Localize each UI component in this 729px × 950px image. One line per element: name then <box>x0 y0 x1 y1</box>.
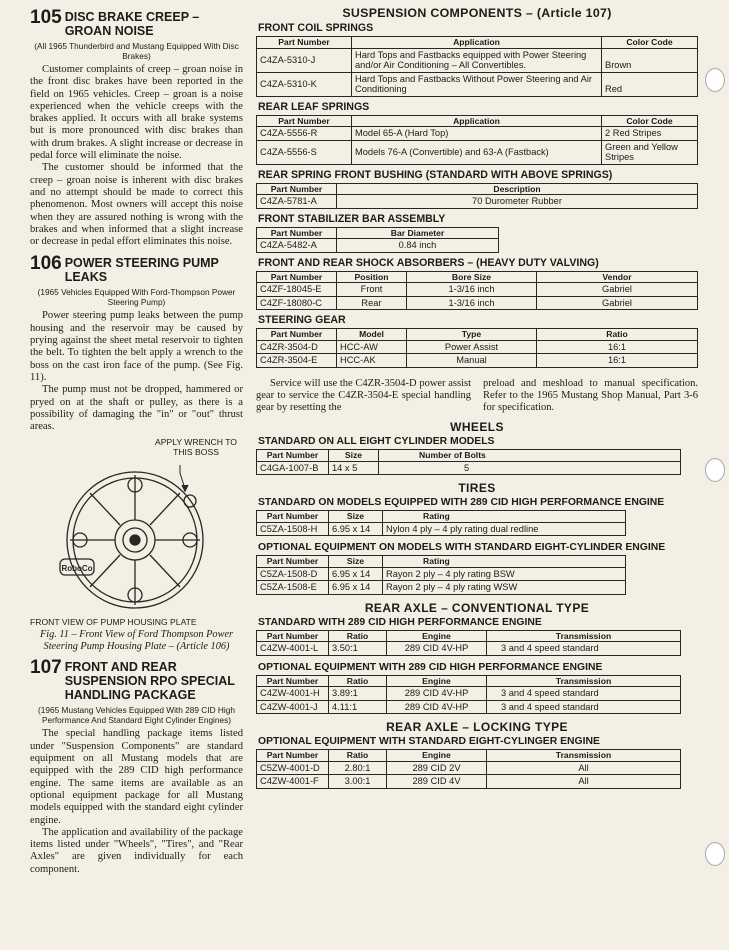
column-header: Type <box>407 329 537 341</box>
cell: 2 Red Stripes <box>602 127 698 141</box>
column-header: Application <box>352 115 602 127</box>
cell: Rear <box>337 296 407 310</box>
cell: C4ZW-4001-L <box>257 642 329 656</box>
figure-11 <box>30 437 243 617</box>
axle-locking-table <box>256 749 681 789</box>
table-title: REAR SPRING FRONT BUSHING (STANDARD WITH ABOVE SPRINGS) <box>258 168 613 181</box>
figure-callout: APPLY WRENCH TO THIS BOSS <box>155 437 237 458</box>
paragraph: The pump must not be dropped, hammered or pryed on at the shaft or pulley, as there is a possibility of damaging the "in" or "out" thrust areas. <box>30 384 243 433</box>
section-title: TIRES <box>458 481 496 496</box>
column-header: Part Number <box>257 556 329 568</box>
table-row <box>257 127 698 141</box>
table-title: FRONT COIL SPRINGS <box>258 22 374 34</box>
cell: C5ZW-4001-D <box>257 761 329 775</box>
cell: 3.50:1 <box>329 642 387 656</box>
table-row <box>257 522 626 536</box>
rear-leaf-springs-table <box>256 115 698 165</box>
cell: 6.95 x 14 <box>329 581 383 595</box>
tires-standard-table <box>256 510 626 536</box>
cell: Rayon 2 ply – 4 ply rating BSW <box>383 567 626 581</box>
article-title: DISC BRAKE CREEP – GROAN NOISE <box>64 10 200 38</box>
cell: C4ZW-4001-F <box>257 775 329 789</box>
article-number: 105 <box>30 7 62 28</box>
article-title: POWER STEERING PUMP LEAKS <box>64 256 219 285</box>
pump-housing-plate-drawing <box>30 455 243 615</box>
column-header: Bar Diameter <box>337 227 499 239</box>
column-header: Part Number <box>257 630 329 642</box>
stabilizer-bar-table <box>256 227 499 253</box>
paragraph: The application and availability of the package items listed under "Wheels", "Tires", and "Rear Axles" are given individually for each component. <box>30 826 243 875</box>
table-row <box>257 581 626 595</box>
cell: 2.80:1 <box>329 761 387 775</box>
cell: 3 and 4 speed standard <box>487 687 681 701</box>
cell: C4ZA-5556-S <box>257 140 352 164</box>
cell: 5 <box>379 461 681 475</box>
table-row <box>257 761 681 775</box>
table-row <box>257 642 681 656</box>
cell: Nylon 4 ply – 4 ply rating dual redline <box>383 522 626 536</box>
cell: 16:1 <box>537 340 698 354</box>
column-header: Vendor <box>537 271 698 283</box>
paragraph: preload and meshload to manual specification. Refer to the 1965 Mustang Shop Manual, Part 3-6 for specification. <box>483 377 698 414</box>
cell: C4ZA-5482-A <box>257 239 337 253</box>
left-column <box>30 8 243 876</box>
cell: 4.11:1 <box>329 700 387 714</box>
cell: C4ZW-4001-H <box>257 687 329 701</box>
table-row <box>257 567 626 581</box>
table-subtitle: STANDARD WITH 289 CID HIGH PERFORMANCE ENGINE <box>258 616 542 628</box>
column-header: Size <box>329 556 383 568</box>
section-title: REAR AXLE – CONVENTIONAL TYPE <box>364 600 590 615</box>
article-106-heading <box>30 254 243 284</box>
column-header: Color Code <box>602 37 698 49</box>
binder-hole <box>705 458 725 482</box>
column-header: Size <box>329 511 383 523</box>
table-row <box>257 48 698 72</box>
cell: Rayon 2 ply – 4 ply rating WSW <box>383 581 626 595</box>
column-header: Description <box>337 183 698 195</box>
cell: C4ZA-5556-R <box>257 127 352 141</box>
cell: Brown <box>602 48 698 72</box>
cell: 289 CID 4V-HP <box>387 687 487 701</box>
cell: C4GA-1007-B <box>257 461 329 475</box>
paragraph: Customer complaints of creep – groan noise in the front disc brakes have been reported in the field on 1965 vehicles. Creep – groan is a noise experienced when the vehicle creeps with the brakes applied. It occurs with all brake systems but is more pronounced with disc brakes than with drum brakes. A slight increase or decrease in pedal force will eliminate the noise. <box>30 64 243 162</box>
table-row <box>257 775 681 789</box>
cell: C5ZA-1508-D <box>257 567 329 581</box>
cell: Manual <box>407 354 537 368</box>
table-row <box>257 700 681 714</box>
cell: 3 and 4 speed standard <box>487 642 681 656</box>
column-header: Model <box>337 329 407 341</box>
cell: 1-3/16 inch <box>407 296 537 310</box>
cell: 0.84 inch <box>337 239 499 253</box>
column-header: Ratio <box>329 750 387 762</box>
paragraph: The special handling package items listed under "Suspension Components" are standard equipment on all Mustang models that are equipped with the 289 CID high performance engine. The same items are available as an optional equipment package for all Mustang models equipped with the standard eight cylinder engine. <box>30 728 243 826</box>
cell: C5ZA-1508-E <box>257 581 329 595</box>
paragraph: Power steering pump leaks between the pump housing and the reservoir may be caused by prying against the sheet metal reservoir to tighten the belt. To tighten the belt apply a wrench to the boss on the cast iron face of the pump. (See Fig. 11). <box>30 310 243 383</box>
column-header: Part Number <box>257 271 337 283</box>
article-number: 106 <box>30 253 62 275</box>
cell: C4ZW-4001-J <box>257 700 329 714</box>
table-subtitle: STANDARD ON ALL EIGHT CYLINDER MODELS <box>258 436 495 448</box>
column-header: Application <box>352 37 602 49</box>
cell: C4ZF-18045-E <box>257 283 337 297</box>
paragraph: The customer should be informed that the creep – groan noise is inherent with disc brakes and no attempt should be made to correct this phenomenon. Most owners will accept this noise when they are assured nothing is wrong with the brakes and when informed that a slight increase or decrease in pedal effort eliminates this noise. <box>30 162 243 248</box>
service-note <box>256 378 698 415</box>
figure-title: Fig. 11 – Front View of Ford Thompson Power Steering Pump Housing Plate – (Article 106) <box>39 629 234 652</box>
table-row <box>257 72 698 96</box>
cell: C4ZR-3504-D <box>257 340 337 354</box>
column-header: Transmission <box>487 675 681 687</box>
cell: 289 CID 4V-HP <box>387 642 487 656</box>
column-header: Transmission <box>487 630 681 642</box>
tires-optional-table <box>256 555 626 595</box>
section-title: SUSPENSION COMPONENTS – (Article 107) <box>342 6 612 20</box>
cell: 6.95 x 14 <box>329 522 383 536</box>
cell: HCC-AK <box>337 354 407 368</box>
cell: 289 CID 4V <box>387 775 487 789</box>
article-title: FRONT AND REAR SUSPENSION RPO SPECIAL HANDLING PACKAGE <box>64 660 235 703</box>
figure-logo: RoboCo <box>61 564 93 574</box>
column-header: Bore Size <box>407 271 537 283</box>
column-header: Size <box>329 450 379 462</box>
column-header: Engine <box>387 630 487 642</box>
cell: 289 CID 4V-HP <box>387 700 487 714</box>
column-header: Rating <box>383 511 626 523</box>
cell: 70 Durometer Rubber <box>337 195 698 209</box>
cell: C4ZR-3504-E <box>257 354 337 368</box>
axle-standard-table <box>256 630 681 656</box>
cell: 3 and 4 speed standard <box>487 700 681 714</box>
article-number: 107 <box>30 657 62 679</box>
cell: Power Assist <box>407 340 537 354</box>
table-subtitle: OPTIONAL EQUIPMENT WITH 289 CID HIGH PERFORMANCE ENGINE <box>258 661 603 673</box>
cell: 14 x 5 <box>329 461 379 475</box>
cell: 3.89:1 <box>329 687 387 701</box>
cell: C4ZA-5310-K <box>257 72 352 96</box>
cell: All <box>487 761 681 775</box>
table-row <box>257 340 698 354</box>
table-row <box>257 687 681 701</box>
table-row <box>257 195 698 209</box>
cell: C4ZA-5781-A <box>257 195 337 209</box>
column-header: Part Number <box>257 750 329 762</box>
column-header: Part Number <box>257 329 337 341</box>
column-header: Number of Bolts <box>379 450 681 462</box>
column-header: Engine <box>387 750 487 762</box>
column-header: Ratio <box>329 630 387 642</box>
column-header: Part Number <box>257 511 329 523</box>
front-coil-springs-table <box>256 36 698 97</box>
column-header: Ratio <box>537 329 698 341</box>
column-header: Part Number <box>257 183 337 195</box>
article-applicability: (1965 Vehicles Equipped With Ford-Thompson Power Steering Pump) <box>37 287 236 308</box>
table-row <box>257 354 698 368</box>
cell: Hard Tops and Fastbacks Without Power Steering and Air Conditioning <box>352 72 602 96</box>
article-107-heading <box>30 658 243 702</box>
column-header: Transmission <box>487 750 681 762</box>
table-subtitle: STANDARD ON MODELS EQUIPPED WITH 289 CID HIGH PERFORMANCE ENGINE <box>258 497 665 509</box>
column-header: Part Number <box>257 450 329 462</box>
column-header: Color Code <box>602 115 698 127</box>
cell: C4ZA-5310-J <box>257 48 352 72</box>
cell: 3.00:1 <box>329 775 387 789</box>
table-subtitle: OPTIONAL EQUIPMENT WITH STANDARD EIGHT-CYLINGER ENGINE <box>258 736 600 748</box>
table-subtitle: OPTIONAL EQUIPMENT ON MODELS WITH STANDARD EIGHT-CYLINDER ENGINE <box>258 542 666 554</box>
cell: HCC-AW <box>337 340 407 354</box>
cell: Red <box>602 72 698 96</box>
column-header: Part Number <box>257 227 337 239</box>
table-row <box>257 239 499 253</box>
cell: Gabriel <box>537 283 698 297</box>
table-title: FRONT AND REAR SHOCK ABSORBERS – (HEAVY DUTY VALVING) <box>258 256 599 269</box>
binder-hole <box>705 68 725 92</box>
right-column <box>256 6 698 789</box>
cell: Model 65-A (Hard Top) <box>352 127 602 141</box>
column-header: Part Number <box>257 115 352 127</box>
table-title: FRONT STABILIZER BAR ASSEMBLY <box>258 212 446 225</box>
column-header: Ratio <box>329 675 387 687</box>
cell: C4ZF-18080-C <box>257 296 337 310</box>
cell: Green and Yellow Stripes <box>602 140 698 164</box>
cell: 1-3/16 inch <box>407 283 537 297</box>
table-title: STEERING GEAR <box>258 314 346 326</box>
column-header: Part Number <box>257 37 352 49</box>
cell: Hard Tops and Fastbacks equipped with Power Steering and/or Air Conditioning – All Convertibles. <box>352 48 602 72</box>
shock-absorbers-table <box>256 271 698 311</box>
cell: 16:1 <box>537 354 698 368</box>
cell: 289 CID 2V <box>387 761 487 775</box>
table-row <box>257 461 681 475</box>
table-row <box>257 283 698 297</box>
paragraph: Service will use the C4ZR-3504-D power assist gear to service the C4ZR-3504-E special handling gear by resetting the <box>256 377 471 414</box>
article-applicability: (All 1965 Thunderbird and Mustang Equipped With Disc Brakes) <box>34 41 239 61</box>
column-header: Part Number <box>257 675 329 687</box>
cell: Gabriel <box>537 296 698 310</box>
table-row <box>257 296 698 310</box>
cell: 6.95 x 14 <box>329 567 383 581</box>
cell: All <box>487 775 681 789</box>
article-applicability: (1965 Mustang Vehicles Equipped With 289 CID High Performance And Standard Eight Cylinder Engines) <box>38 705 235 726</box>
section-title: REAR AXLE – LOCKING TYPE <box>386 720 568 735</box>
wheels-table <box>256 449 681 475</box>
cell: Front <box>337 283 407 297</box>
table-title: REAR LEAF SPRINGS <box>258 100 370 113</box>
article-105-heading <box>30 8 243 38</box>
binder-hole <box>705 842 725 866</box>
section-title: WHEELS <box>450 420 504 435</box>
cell: Models 76-A (Convertible) and 63-A (Fastback) <box>352 140 602 164</box>
axle-optional-table <box>256 675 681 715</box>
cell: C5ZA-1508-H <box>257 522 329 536</box>
column-header: Engine <box>387 675 487 687</box>
steering-gear-table <box>256 328 698 368</box>
column-header: Rating <box>383 556 626 568</box>
rear-spring-bushing-table <box>256 183 698 209</box>
table-row <box>257 140 698 164</box>
column-header: Position <box>337 271 407 283</box>
figure-caption: FRONT VIEW OF PUMP HOUSING PLATE <box>30 617 197 628</box>
